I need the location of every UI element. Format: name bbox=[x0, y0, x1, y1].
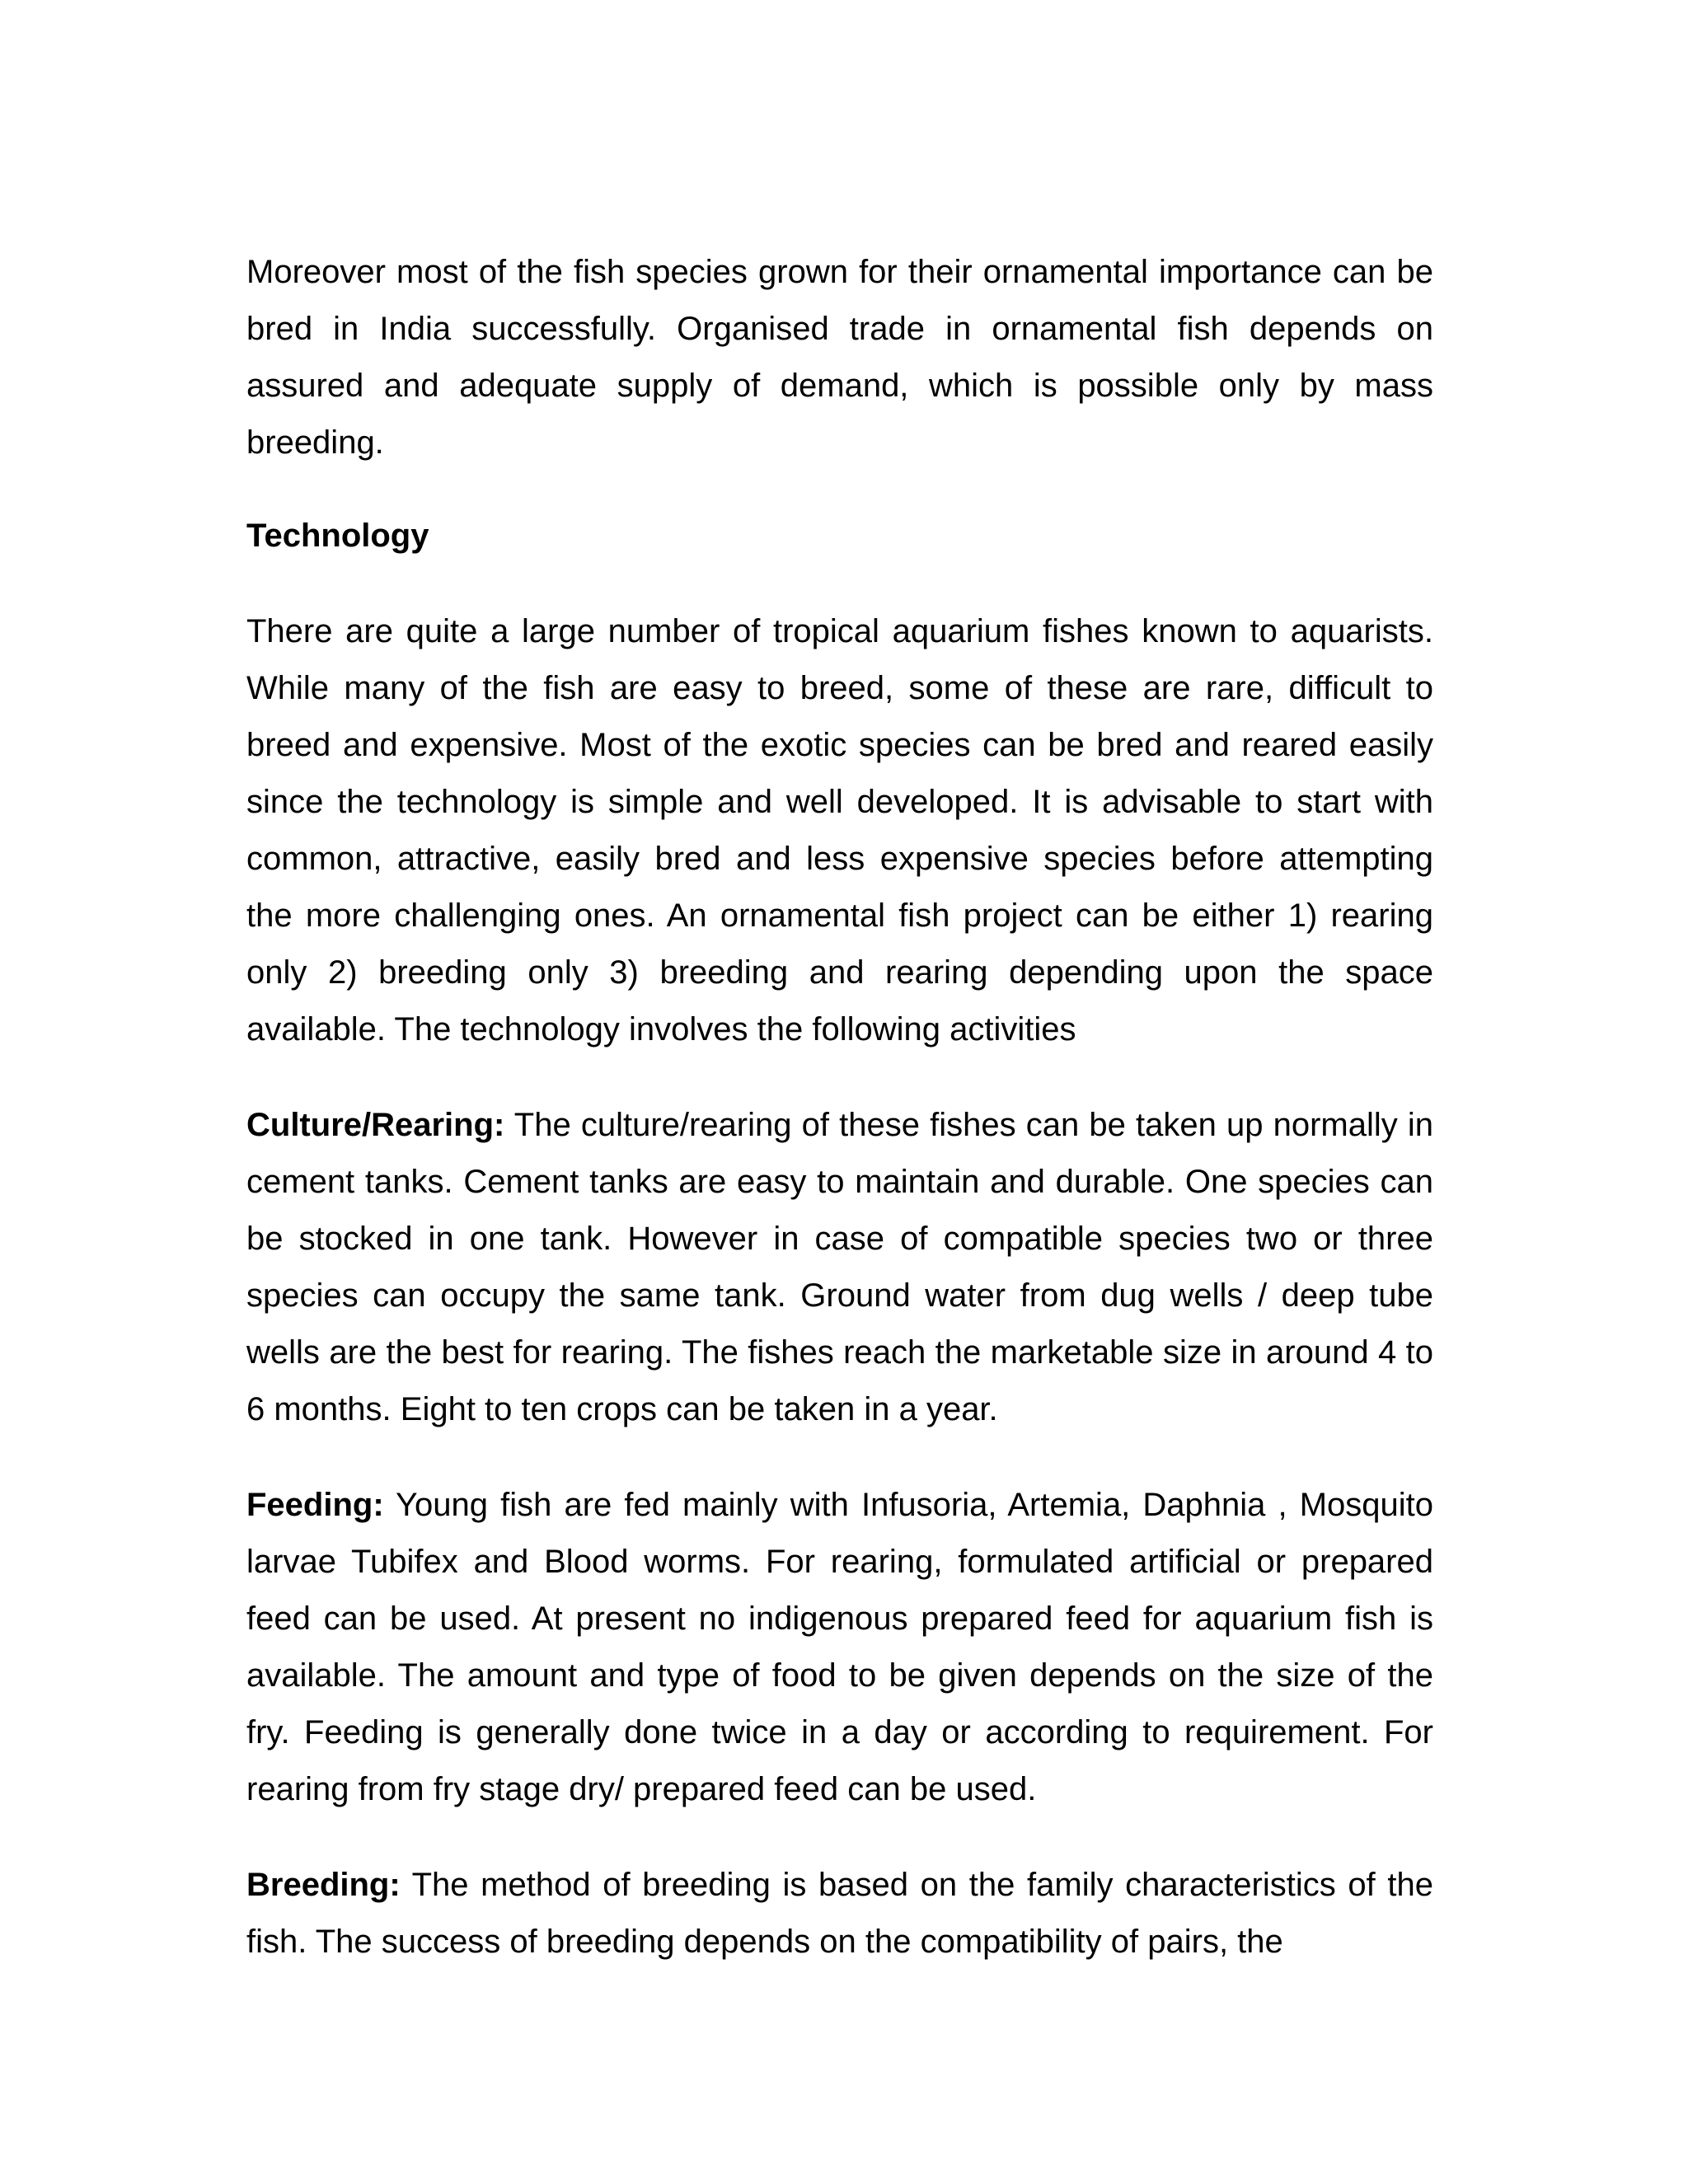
feeding-text: Young fish are fed mainly with Infusoria, Artemia, Daphnia , Mosquito larvae Tubifex and Blood worms. For rearing, formulated artificial or prepared feed can be used. At present no indigenous prepared feed for aquarium fish is available. The amount and type of food to be given depends on the size of the fry. Feeding is generally done twice in a day or according to requirement. For rearing from fry stage dry/ prepared feed can be used. bbox=[246, 1487, 1433, 1807]
technology-paragraph: There are quite a large number of tropical aquarium fishes known to aquarists. While many of the fish are easy to breed, some of these are rare, difficult to breed and expensive. Most of the exotic species can be bred and reared easily since the technology is simple and well developed. It is advisable to start with common, attractive, easily bred and less expensive species before attempting the more challenging ones. An ornamental fish project can be either 1) rearing only 2) breeding only 3) breeding and rearing depending upon the space available. The technology involves the following activities bbox=[246, 613, 1433, 1047]
feeding-label: Feeding: bbox=[246, 1487, 384, 1523]
culture-paragraph bbox=[246, 1097, 1433, 1438]
culture-label: Culture/Rearing: bbox=[246, 1107, 505, 1143]
breeding-paragraph bbox=[246, 1857, 1433, 1971]
breeding-label: Breeding: bbox=[246, 1867, 401, 1903]
intro-paragraph: Moreover most of the fish species grown for their ornamental importance can be bred in India successfully. Organised trade in ornamental fish depends on assured and adequate supply of demand, which is possible only by mass breeding. bbox=[246, 254, 1433, 461]
document-body bbox=[246, 244, 1433, 1971]
section-heading-technology: Technology bbox=[246, 518, 429, 554]
culture-text: The culture/rearing of these fishes can be taken up normally in cement tanks. Cement tanks are easy to maintain and durable. One species can be stocked in one tank. However in case of compatible species two or three species can occupy the same tank. Ground water from dug wells / deep tube wells are the best for rearing. The fishes reach the marketable size in around 4 to 6 months. Eight to ten crops can be taken in a year. bbox=[246, 1107, 1433, 1427]
feeding-paragraph bbox=[246, 1477, 1433, 1818]
breeding-text: The method of breeding is based on the family characteristics of the fish. The success of breeding depends on the compatibility of pairs, the bbox=[246, 1867, 1433, 1960]
